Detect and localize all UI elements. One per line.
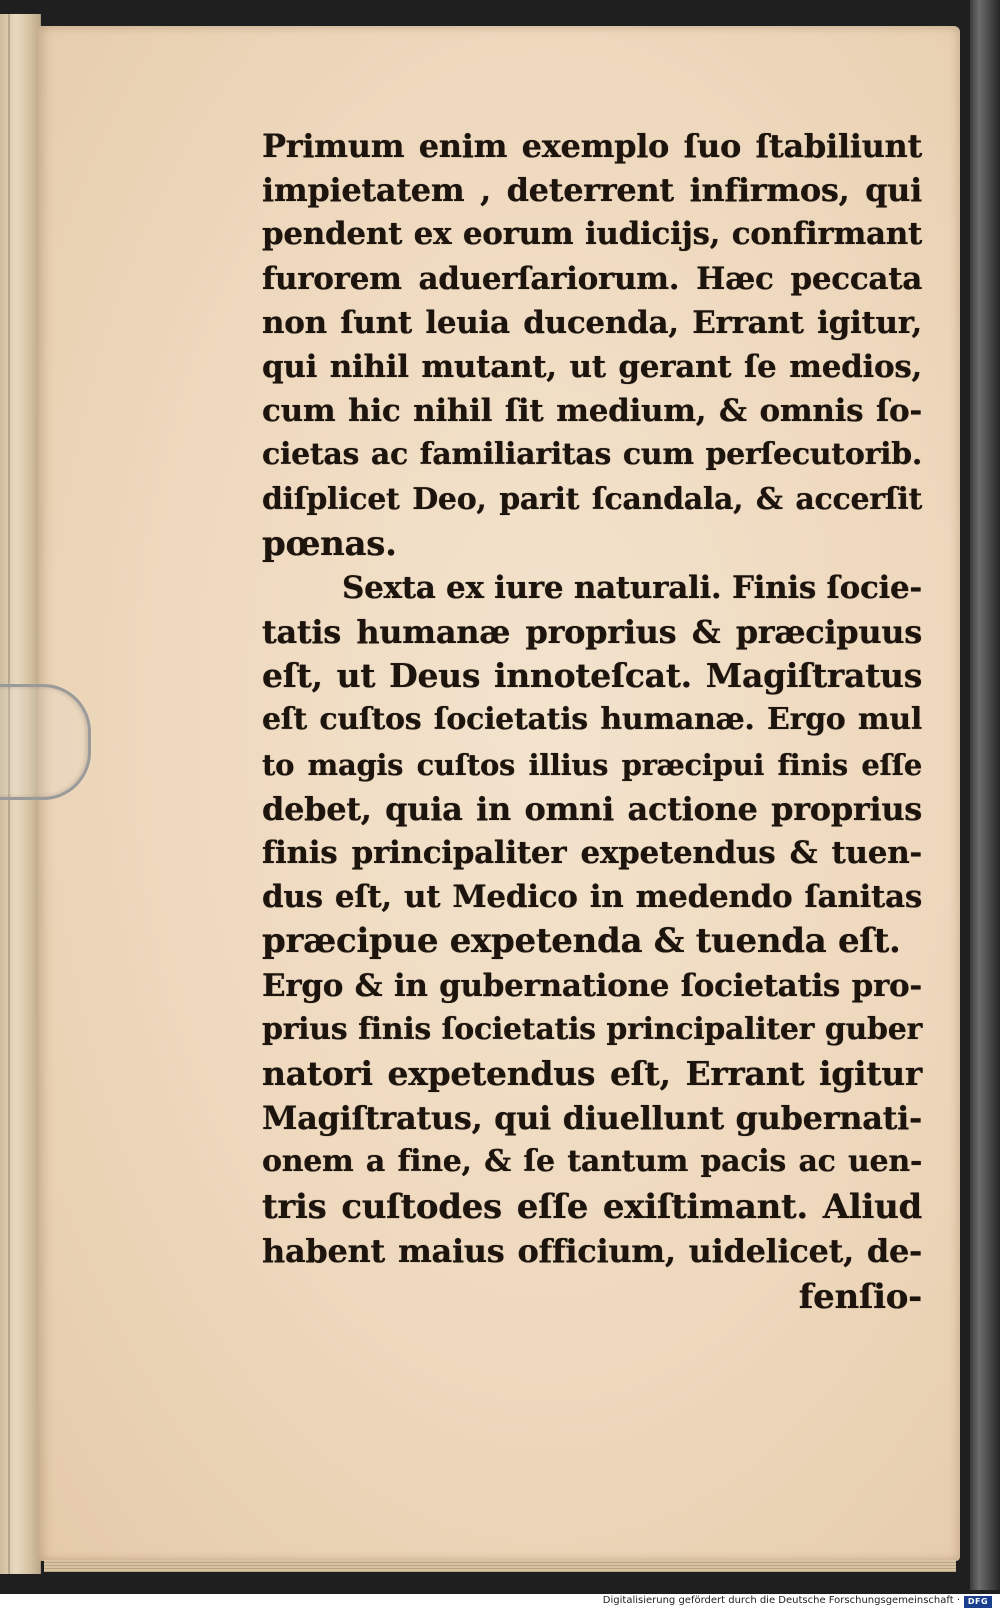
text-line: Primum enim exemplo ſuo ſtabiliunt bbox=[262, 127, 922, 165]
text-line: diſplicet Deo, parit ſcandala, & accerſit bbox=[262, 481, 922, 517]
text-line: Sexta ex iure naturali. Finis ſocie- bbox=[342, 569, 922, 606]
text-line: prius finis ſocietatis principaliter guber bbox=[262, 1011, 922, 1047]
page-clip bbox=[0, 684, 91, 800]
funding-credit: Digitalisierung gefördert durch die Deutsche Forschungsgemeinschaft · bbox=[602, 1595, 960, 1606]
text-line: dus eſt, ut Medico in medendo ſanitas bbox=[262, 879, 922, 916]
digitization-footer bbox=[0, 1594, 1000, 1610]
text-line: pendent ex eorum iudicijs, confirmant bbox=[262, 216, 922, 253]
text-line: præcipue expetenda & tuenda eſt. bbox=[262, 921, 901, 962]
text-line: to magis cuſtos illius præcipui finis eſſe bbox=[262, 747, 922, 782]
text-line: habent maius officium, uidelicet, de- bbox=[262, 1231, 922, 1270]
text-line: qui nihil mutant, ut gerant ſe medios, bbox=[262, 348, 922, 385]
text-line: tris cuſtodes eſſe exiſtimant. Aliud bbox=[262, 1186, 922, 1227]
text-line: finis principaliter expetendus & tuen- bbox=[262, 835, 922, 871]
dfg-logo: DFG bbox=[964, 1596, 992, 1608]
text-line: pœnas. bbox=[262, 523, 397, 564]
text-line: eſt, ut Deus innoteſcat. Magiſtratus bbox=[262, 656, 922, 696]
text-line: furorem aduerſariorum. Hæc peccata bbox=[262, 260, 922, 297]
text-line: tatis humanæ proprius & præcipuus bbox=[262, 613, 922, 652]
page-text bbox=[262, 124, 922, 1319]
page-edges-bottom bbox=[44, 1560, 956, 1572]
text-line: eſt cuſtos ſocietatis humanæ. Ergo mul bbox=[262, 702, 922, 738]
text-line: onem a fine, & ſe tantum pacis ac uen- bbox=[262, 1144, 922, 1180]
text-line: Ergo & in gubernatione ſocietatis pro- bbox=[262, 967, 922, 1004]
text-line: debet, quia in omni actione proprius bbox=[262, 789, 922, 828]
text-line: natori expetendus eſt, Errant igitur bbox=[262, 1053, 922, 1093]
book-cover-edge bbox=[970, 0, 1000, 1590]
catchword: fenſio- bbox=[798, 1276, 922, 1317]
text-line: cietas ac familiaritas cum perſecutorib. bbox=[262, 437, 922, 473]
text-line: Magiſtratus, qui diuellunt gubernati- bbox=[262, 1099, 922, 1138]
text-line: non ſunt leuia ducenda, Errant igitur, bbox=[262, 304, 922, 341]
text-line: cum hic nihil ſit medium, & omnis ſo- bbox=[262, 393, 922, 430]
text-line: impietatem , deterrent infirmos, qui bbox=[262, 171, 922, 210]
